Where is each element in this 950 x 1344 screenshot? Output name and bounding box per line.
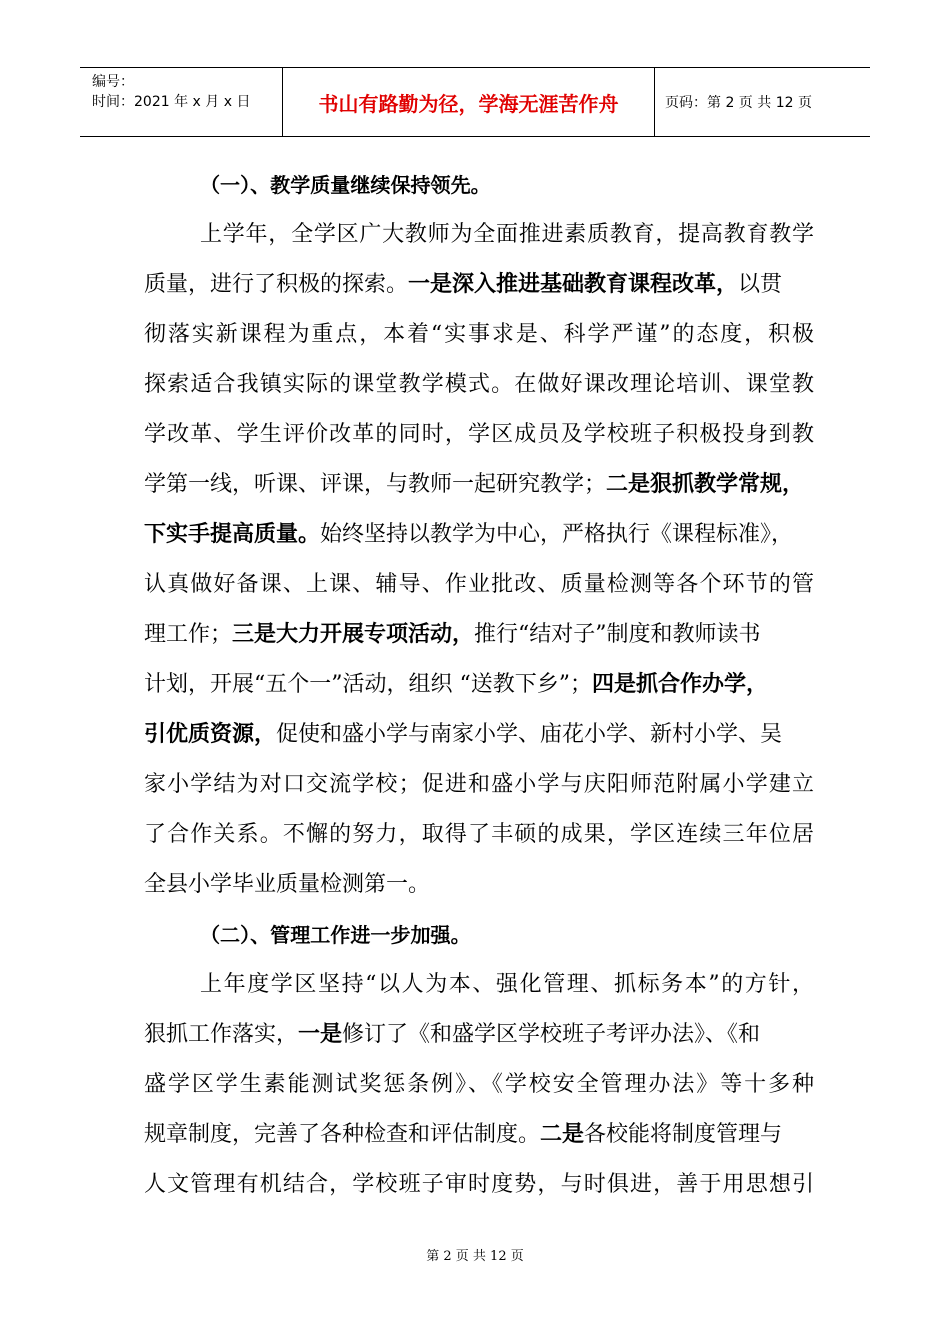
- paragraph-line: [144, 410, 814, 460]
- bold-text: 引优质资源，: [144, 722, 277, 747]
- text: 了合作关系。不懈的努力，取得了丰硕的成果，学区连续三年位居: [144, 822, 816, 847]
- bold-text: 二是狠抓教学常规，: [606, 472, 805, 497]
- paragraph-line: [144, 510, 814, 560]
- paragraph-line: [144, 460, 814, 510]
- paragraph-line: [144, 810, 814, 860]
- paragraph-line: [144, 560, 814, 610]
- document-date: 时间：2021 年 x 月 x 日: [92, 94, 251, 110]
- paragraph-line: [144, 660, 814, 710]
- text: 促使和盛小学与南家小学、庙花小学、新村小学、吴: [276, 722, 783, 747]
- paragraph-line: [144, 610, 814, 660]
- text: 各校能将制度管理与: [584, 1122, 783, 1147]
- text: 质量，进行了积极的探索。: [144, 272, 409, 297]
- text: 上年度学区坚持“以人为本、强化管理、抓标务本”的方针，: [200, 972, 816, 997]
- text: 推行“结对子”制度和教师读书: [474, 622, 761, 647]
- text: 人文管理有机结合，学校班子审时度势，与时俱进，善于用思想引: [144, 1172, 816, 1197]
- document-number-label: 编号：: [92, 74, 134, 90]
- bold-text: 一是: [298, 1022, 343, 1047]
- bold-text: 二是: [540, 1122, 585, 1147]
- paragraph-line: [144, 1060, 814, 1110]
- paragraph-line: [144, 260, 814, 310]
- text: 认真做好备课、上课、辅导、作业批改、质量检测等各个环节的管: [144, 572, 816, 597]
- text: 规章制度，完善了各种检查和评估制度。: [144, 1122, 541, 1147]
- header-page-info: 页码：第 2 页 共 12 页: [665, 95, 812, 111]
- text: 以贯: [738, 272, 783, 297]
- text: 家小学结为对口交流学校；促进和盛小学与庆阳师范附属小学建立: [144, 772, 816, 797]
- header-meta: [80, 68, 283, 136]
- text: 狠抓工作落实，: [144, 1022, 299, 1047]
- paragraph-line: [144, 1160, 814, 1210]
- text: 探索适合我镇实际的课堂教学模式。在做好课改理论培训、课堂教: [144, 372, 816, 397]
- text: 学第一线，听课、评课，与教师一起研究教学；: [144, 472, 607, 497]
- paragraph-line: [144, 310, 814, 360]
- paragraph-line: [144, 710, 814, 760]
- section-heading-1: （一）、教学质量继续保持领先。: [200, 173, 491, 197]
- text: 全县小学毕业质量检测第一。: [144, 872, 431, 897]
- header-motto: 书山有路勤为径，学海无涯苦作舟: [283, 68, 655, 136]
- paragraph-line: [144, 1110, 814, 1160]
- text: 修订了《和盛学区学校班子考评办法》、《和: [342, 1022, 761, 1047]
- page-footer: 第 2 页 共 12 页: [426, 1249, 524, 1264]
- text: 彻落实新课程为重点，本着“实事求是、科学严谨”的态度，积极: [144, 322, 816, 347]
- bold-text: 三是大力开展专项活动，: [232, 622, 475, 647]
- bold-text: 一是深入推进基础教育课程改革，: [408, 272, 739, 297]
- text: 始终坚持以教学为中心，严格执行《课程标准》，: [320, 522, 794, 547]
- text: 上学年，全学区广大教师为全面推进素质教育，提高教育教学: [200, 222, 815, 247]
- paragraph-line: [144, 210, 814, 260]
- paragraph-line: [144, 760, 814, 810]
- text: 理工作；: [144, 622, 233, 647]
- bold-text: 四是抓合作办学，: [591, 672, 768, 697]
- paragraph-line: [144, 360, 814, 410]
- document-body: [144, 160, 814, 1210]
- bold-text: 下实手提高质量。: [144, 522, 321, 547]
- text: 盛学区学生素能测试奖惩条例》、《学校安全管理办法》等十多种: [144, 1072, 816, 1097]
- page-header: [80, 67, 870, 137]
- paragraph-line: [144, 1010, 814, 1060]
- text: 计划，开展“五个一”活动，组织 “送教下乡”；: [144, 672, 592, 697]
- paragraph-line: [144, 860, 814, 910]
- text: 学改革、学生评价改革的同时，学区成员及学校班子积极投身到教: [144, 422, 816, 447]
- section-heading-2: （二）、管理工作进一步加强。: [200, 923, 471, 947]
- paragraph-line: [144, 960, 814, 1010]
